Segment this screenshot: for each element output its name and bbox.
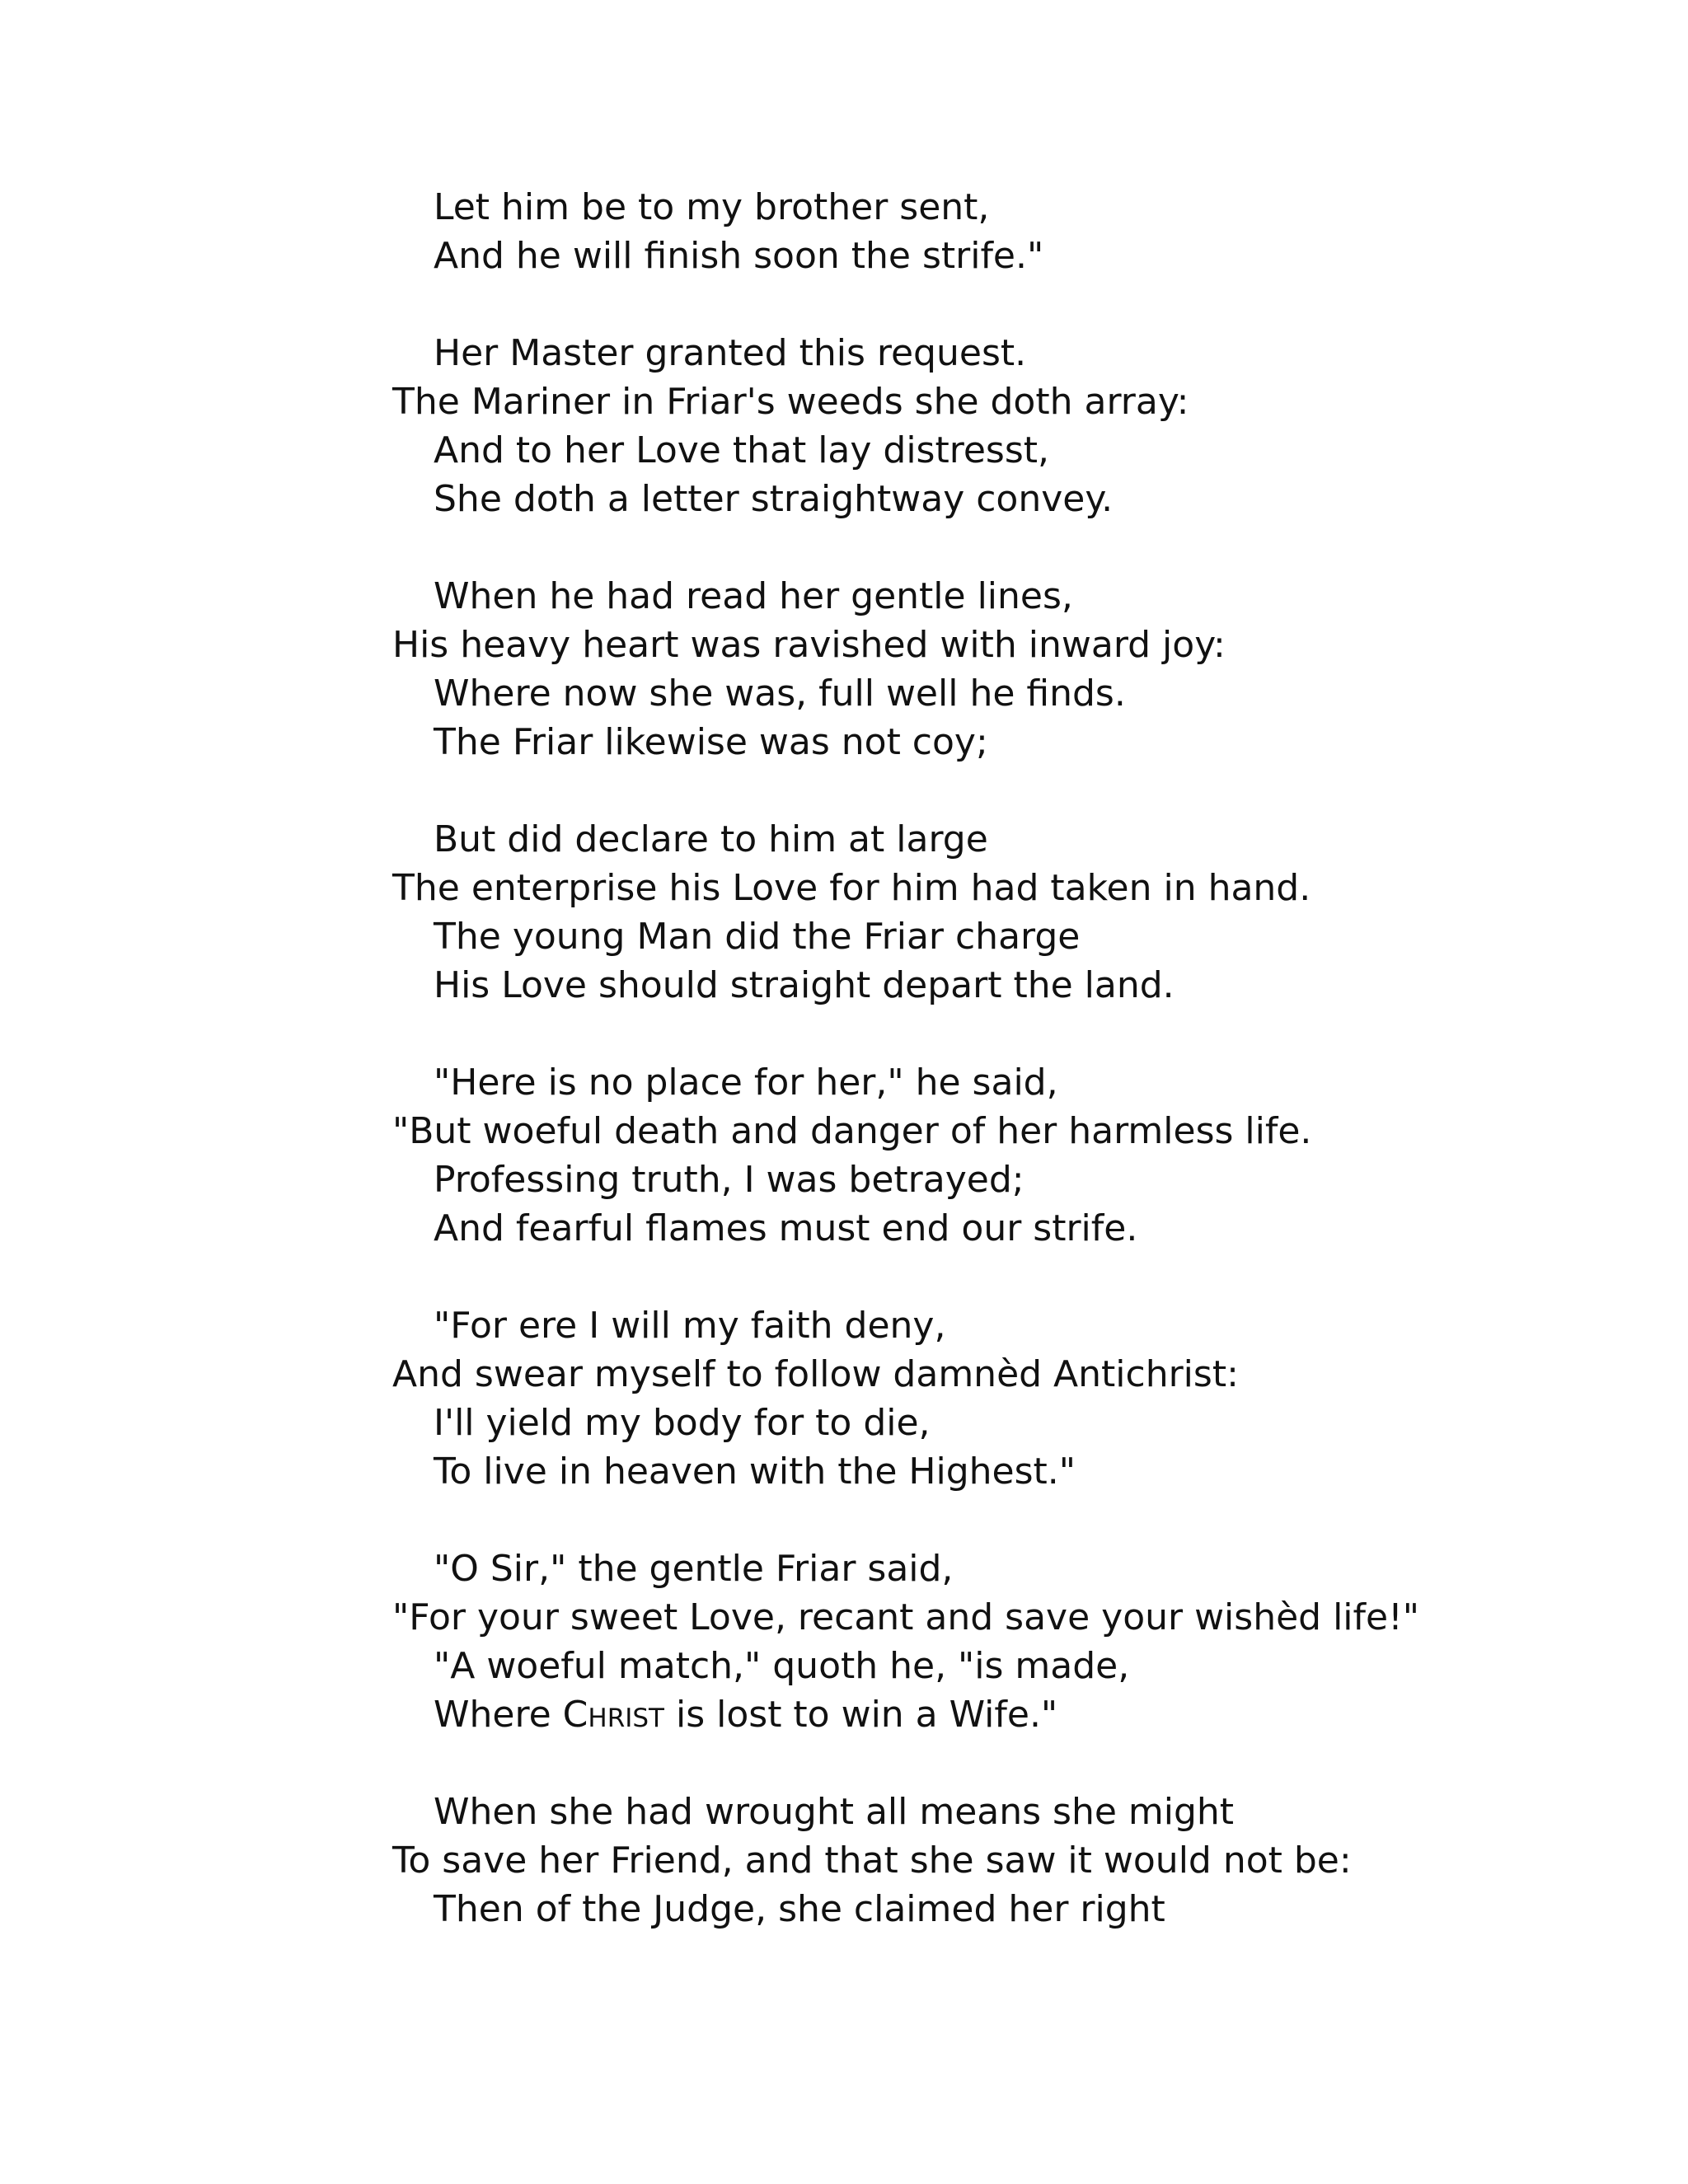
stanza	[392, 1788, 1645, 1933]
stanza	[392, 572, 1645, 766]
poem-line: "A woeful match," quoth he, "is made,	[434, 1645, 1130, 1687]
poem-line: His Love should straight depart the land.	[434, 964, 1175, 1006]
poem-line-christ: Where Christ is lost to win a Wife."	[434, 1694, 1058, 1736]
stanza-break	[392, 280, 1645, 329]
stanza	[392, 1544, 1645, 1739]
poem-line: When he had read her gentle lines,	[434, 575, 1073, 617]
poem-line: Her Master granted this request.	[434, 332, 1027, 374]
poem-line: "But woeful death and danger of her harmless life.	[392, 1110, 1312, 1152]
poem-line: To save her Friend, and that she saw it would not be:	[392, 1840, 1352, 1882]
stanza	[392, 1058, 1645, 1253]
stanza-break	[392, 1253, 1645, 1301]
poem-line: To live in heaven with the Highest."	[434, 1451, 1076, 1493]
stanza-break	[392, 766, 1645, 815]
poem-line: I'll yield my body for to die,	[434, 1402, 931, 1444]
stanza	[392, 329, 1645, 523]
stanza-break	[392, 1010, 1645, 1058]
poem-line: "O Sir," the gentle Friar said,	[434, 1548, 954, 1590]
poem-line: "For your sweet Love, recant and save your wishèd life!"	[392, 1596, 1419, 1638]
poem-line: But did declare to him at large	[434, 818, 988, 860]
stanza-break	[392, 1496, 1645, 1544]
poem-line: And he will finish soon the strife."	[434, 235, 1044, 277]
poem-line: The young Man did the Friar charge	[434, 916, 1081, 958]
poem-line: The Mariner in Friar's weeds she doth array:	[392, 381, 1189, 423]
stanza-break	[392, 1739, 1645, 1788]
poem-line: "Here is no place for her," he said,	[434, 1062, 1058, 1104]
stanza	[392, 183, 1645, 280]
poem-line: His heavy heart was ravished with inward joy:	[392, 624, 1226, 666]
poem-line: Professing truth, I was betrayed;	[434, 1159, 1025, 1201]
poem-line: The enterprise his Love for him had taken in hand.	[392, 867, 1311, 909]
stanza	[392, 815, 1645, 1010]
poem-line: And to her Love that lay distresst,	[434, 429, 1050, 471]
poem-line: When she had wrought all means she might	[434, 1791, 1235, 1833]
poem-line: And swear myself to follow damnèd Antichrist:	[392, 1353, 1239, 1395]
small-caps-word: Christ	[562, 1694, 664, 1736]
poem-line: She doth a letter straightway convey.	[434, 478, 1114, 520]
poem-line: And fearful flames must end our strife.	[434, 1207, 1138, 1249]
poem-line: Where now she was, full well he finds.	[434, 673, 1126, 715]
poem-line: The Friar likewise was not coy;	[434, 721, 988, 763]
poem-text	[392, 183, 1645, 1933]
stanza-break	[392, 523, 1645, 572]
poem-line: Then of the Judge, she claimed her right	[434, 1888, 1165, 1930]
stanza	[392, 1301, 1645, 1496]
poem-line: "For ere I will my faith deny,	[434, 1305, 946, 1347]
poem-line: Let him be to my brother sent,	[434, 186, 990, 228]
